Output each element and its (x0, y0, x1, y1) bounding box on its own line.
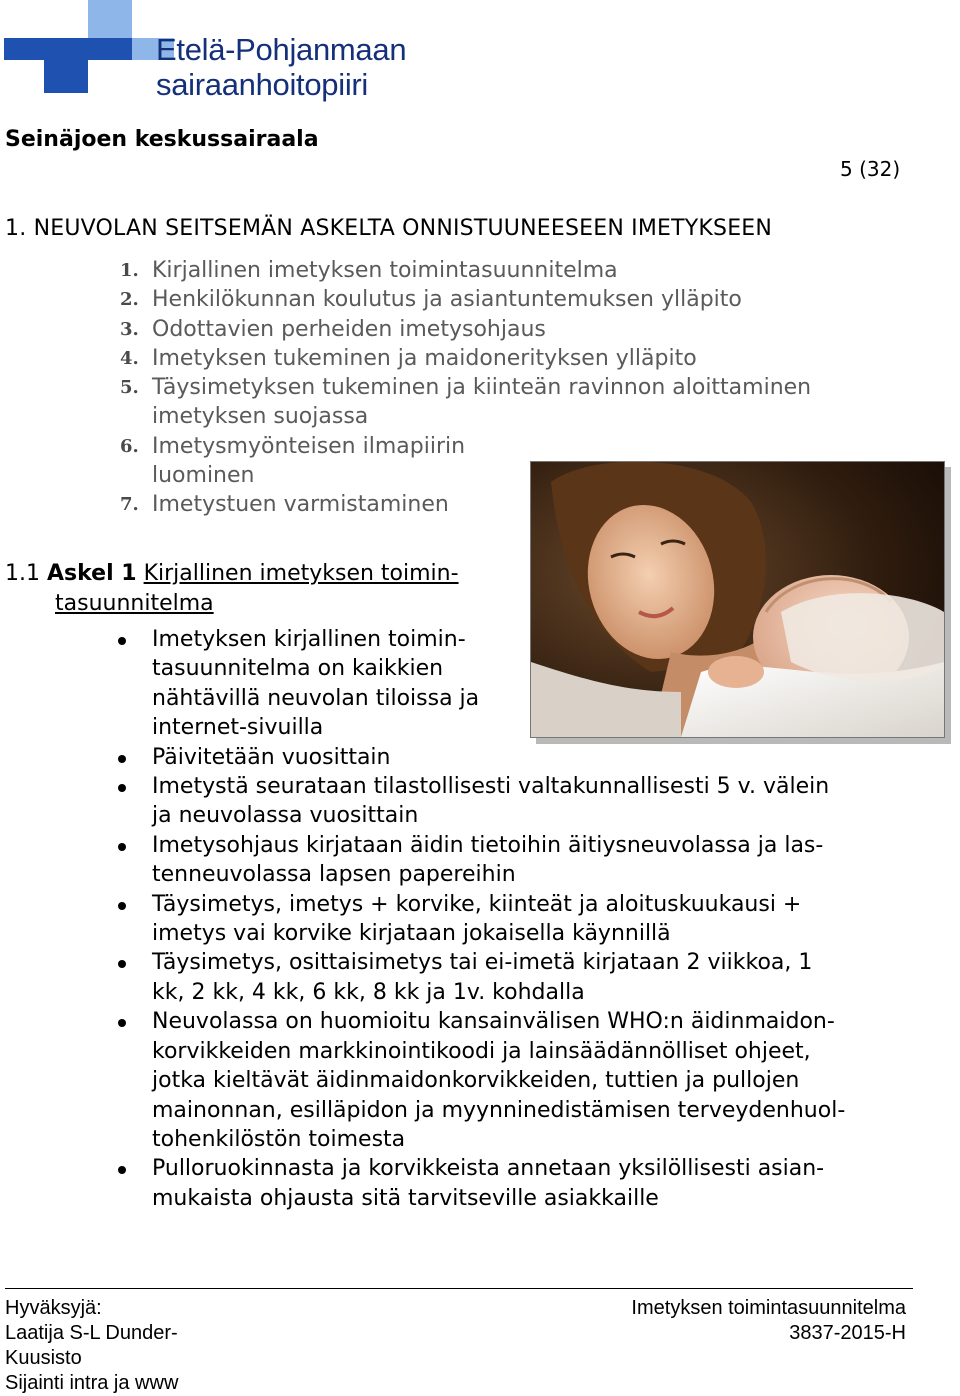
section-title: Askel 1 (47, 561, 137, 586)
step-item: 1. Kirjallinen imetyksen toimintasuunnitelma (120, 258, 618, 283)
footer-left (5, 1296, 265, 1396)
organization-name-line1: Etelä-Pohjanmaan (156, 32, 407, 67)
step-item: 2. Henkilökunnan koulutus ja asiantuntemuksen ylläpito (120, 287, 742, 313)
document-title: Imetyksen toimintasuunnitelma (631, 1297, 906, 1319)
author-line2: Kuusisto (5, 1347, 82, 1369)
page-number: 5 (32) (840, 157, 901, 181)
author-line1: Laatija S-L Dunder- (5, 1322, 178, 1344)
organization-name-line2: sairaanhoitopiiri (156, 67, 369, 102)
document-location: Sijainti intra ja www (5, 1372, 179, 1394)
hospital-name: Seinäjoen keskussairaala (5, 127, 319, 152)
step-item: 3. Odottavien perheiden imetysohjaus (120, 316, 546, 342)
bullet-icon (118, 637, 126, 645)
bullet-item: Neuvolassa on huomioitu kansainvälisen WHO:n äidinmaidon- korvikkeiden markkinointikoodi ja lainsäädännölliset ohjeet, jotka kieltävät äidinmaidonkorvikkeiden, tuttien ja pullojen mainonnan, esilläpidon ja myynninedistämisen terveydenhuol- tohenkilöstön toimesta (110, 1007, 910, 1154)
bullet-item: Imetysohjaus kirjataan äidin tietoihin äitiysneuvolassa ja las- tenneuvolassa lapsen papereihin (110, 831, 910, 890)
bullet-item: Imetyksen kirjallinen toimin- tasuunnitelma on kaikkien nähtävillä neuvolan tiloissa ja internet-sivuilla (110, 625, 910, 743)
bullet-icon (118, 902, 126, 910)
bullet-icon (118, 755, 126, 763)
section-link-line1: Kirjallinen imetyksen toimin- (143, 561, 459, 586)
step-item: 5. Täysimetyksen tukeminen ja kiinteän ravinnon aloittaminen imetyksen suojassa (120, 375, 812, 430)
footer-divider (5, 1288, 913, 1289)
bullet-icon (118, 960, 126, 968)
document-code: 3837-2015-H (789, 1322, 906, 1344)
step-item: 7. Imetystuen varmistaminen (120, 492, 449, 518)
bullet-icon (118, 784, 126, 792)
section-heading (5, 559, 510, 619)
bullet-icon (118, 1166, 126, 1174)
bullet-item: Imetystä seurataan tilastollisesti valtakunnallisesti 5 v. välein ja neuvolassa vuosittain (110, 772, 910, 831)
bullet-item: Pulloruokinnasta ja korvikkeista annetaan yksilöllisesti asian- mukaista ohjausta sitä tarvitseville asiakkaille (110, 1154, 910, 1213)
main-heading: 1. NEUVOLAN SEITSEMÄN ASKELTA ONNISTUUNEESEEN IMETYKSEEN (5, 216, 773, 241)
bullet-item: Täysimetys, imetys + korvike, kiinteät ja aloituskuukausi + imetys vai korvike kirjataan jokaisella käynnillä (110, 890, 910, 949)
bullet-item: Täysimetys, osittaisimetys tai ei-imetä kirjataan 2 viikkoa, 1 kk, 2 kk, 4 kk, 6 kk, 8 kk ja 1v. kohdalla (110, 948, 910, 1007)
bullet-icon (118, 843, 126, 851)
bullet-list (110, 625, 910, 1213)
step-item: 4. Imetyksen tukeminen ja maidonerityksen ylläpito (120, 345, 697, 371)
section-number: 1.1 (5, 561, 40, 586)
approved-by: Hyväksyjä: (5, 1297, 102, 1319)
hospital-district-logo (0, 0, 175, 95)
organization-name (156, 32, 406, 102)
step-item: 6. Imetysmyönteisen ilmapiirin luominen (120, 433, 466, 489)
section-link-line2: tasuunnitelma (55, 591, 214, 616)
bullet-icon (118, 1019, 126, 1027)
bullet-item: Päivitetään vuosittain (110, 743, 910, 772)
footer-right (582, 1296, 906, 1346)
